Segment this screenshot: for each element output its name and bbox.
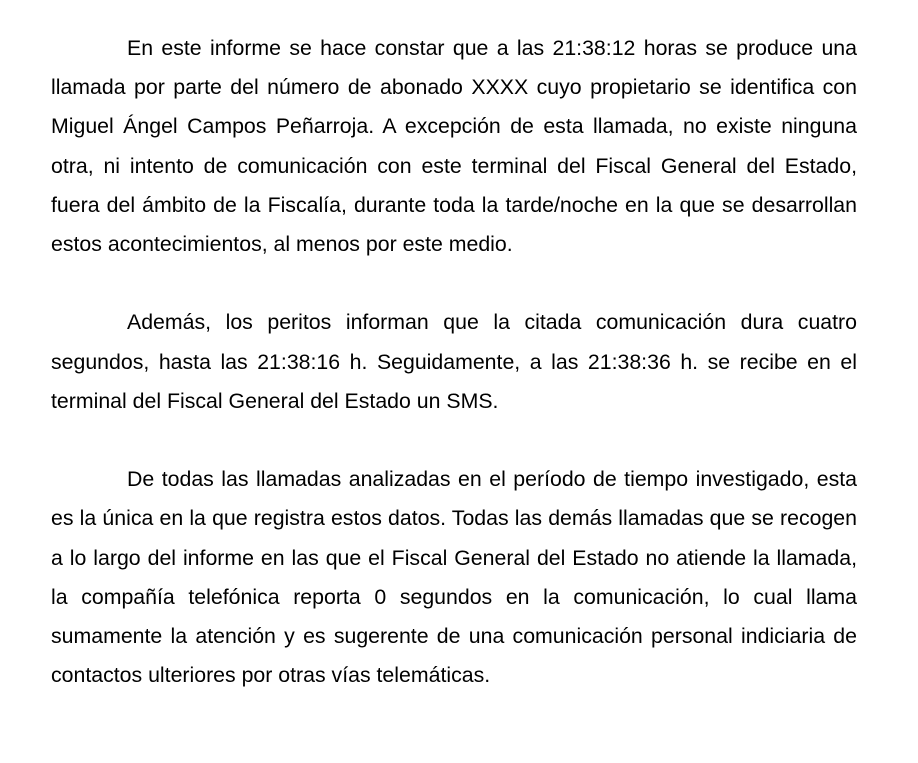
paragraph-llamadas-analizadas: De todas las llamadas analizadas en el período de tiempo investigado, esta es la única en la que registra estos datos. Todas las demás llamadas que se recogen a lo largo del informe en las que el Fiscal General del Estado no atiende la llamada, la compañía telefónica reporta 0 segundos en la comunicación, lo cual llama sumamente la atención y es sugerente de una comunicación personal indiciaria de contactos ulteriores por otras vías telemáticas.	[51, 467, 857, 688]
paragraph-informe-llamada: En este informe se hace constar que a las 21:38:12 horas se produce una llamada por parte del número de abonado XXXX cuyo propietario se identifica con Miguel Ángel Campos Peñarroja. A excepción de esta llamada, no existe ninguna otra, ni intento de comunicación con este terminal del Fiscal General del Estado, fuera del ámbito de la Fiscalía, durante toda la tarde/noche en la que se desarrollan estos acontecimientos, al menos por este medio.	[51, 36, 857, 257]
document-body	[51, 29, 857, 695]
paragraph-duracion-sms: Además, los peritos informan que la citada comunicación dura cuatro segundos, hasta las 21:38:16 h. Seguidamente, a las 21:38:36 h. se recibe en el terminal del Fiscal General del Estado un SMS.	[51, 310, 857, 413]
